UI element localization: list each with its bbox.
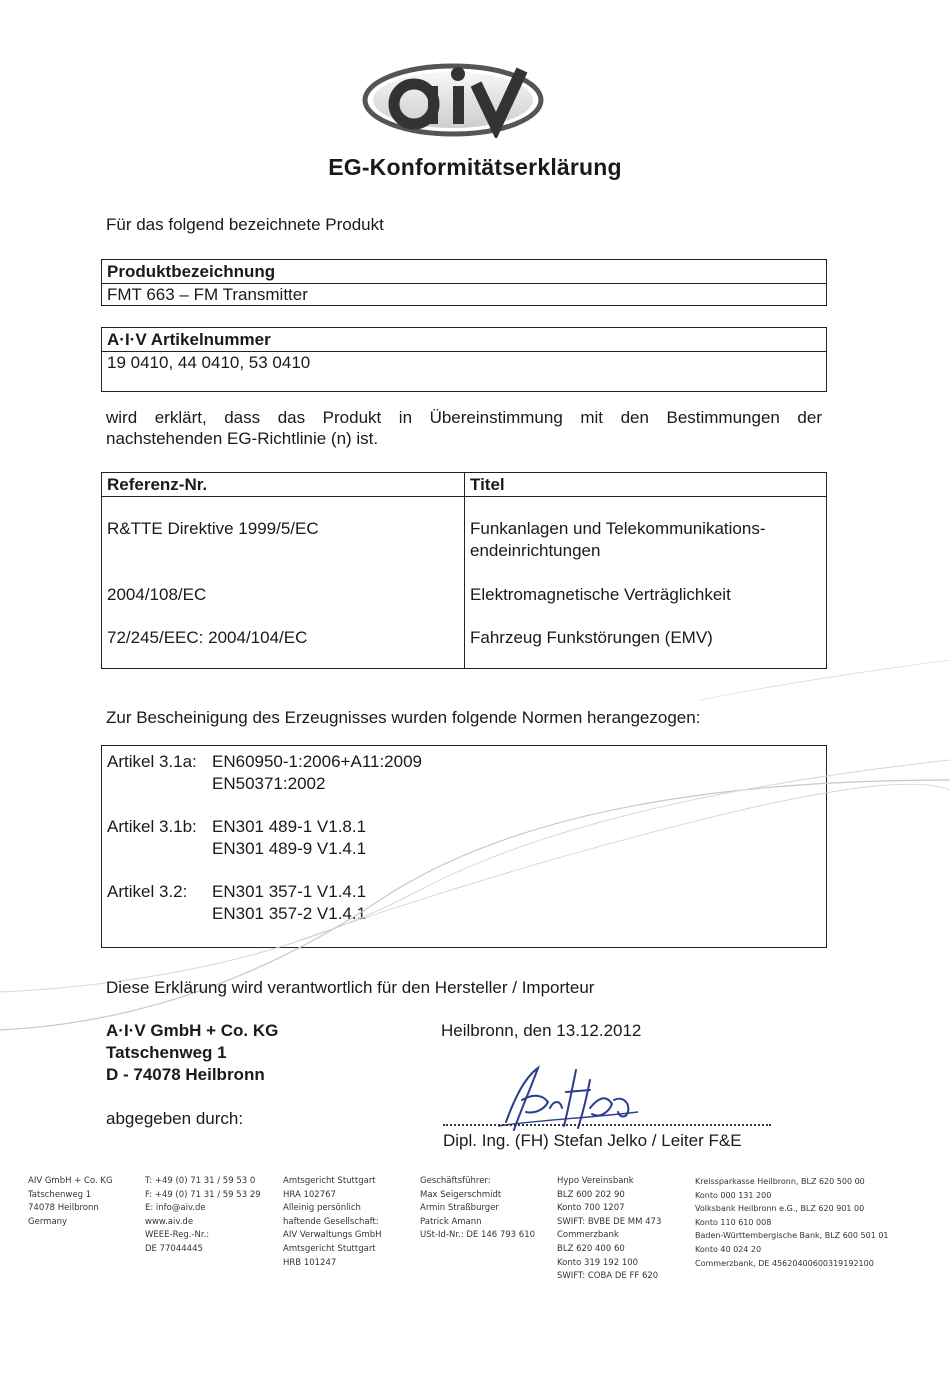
footer-bank-2 — [695, 1175, 889, 1270]
reference-header: Referenz-Nr. — [102, 473, 464, 497]
handwritten-signature — [478, 1060, 648, 1138]
article-value: 19 0410, 44 0410, 53 0410 — [107, 353, 311, 372]
footer-line: WEEE-Reg.-Nr.: — [145, 1230, 210, 1241]
aiv-logo — [358, 56, 548, 138]
article-box — [101, 327, 827, 392]
footer-line: Konto 700 1207 — [557, 1203, 625, 1214]
footer-line: DE 77044445 — [145, 1243, 203, 1254]
company-name: A·I·V GmbH + Co. KG — [106, 1021, 279, 1040]
title-cell: Elektromagnetische Verträglichkeit — [470, 585, 731, 604]
footer-line: Konto 319 192 100 — [557, 1257, 639, 1268]
footer-line: BLZ 620 400 60 — [557, 1243, 625, 1254]
footer-line: Commerzbank — [557, 1230, 619, 1241]
footer-line: Alleinig persönlich — [283, 1203, 361, 1214]
title-cell: Fahrzeug Funkstörungen (EMV) — [470, 628, 713, 647]
footer-line: 74078 Heilbronn — [28, 1203, 99, 1214]
footer-line: Amtsgericht Stuttgart — [283, 1243, 376, 1254]
footer-line: Patrick Amann — [420, 1216, 482, 1227]
norm-article-label: Artikel 3.1b: — [107, 817, 197, 836]
signatory-name: Dipl. Ing. (FH) Stefan Jelko / Leiter F&E — [443, 1131, 742, 1150]
norm-article-label: Artikel 3.1a: — [107, 752, 197, 771]
footer-line: AIV GmbH + Co. KG — [28, 1176, 113, 1186]
footer-registry — [283, 1175, 382, 1270]
product-value: FMT 663 – FM Transmitter — [107, 285, 308, 304]
footer-line: BLZ 600 202 90 — [557, 1189, 625, 1200]
reference-column — [102, 473, 465, 668]
footer-line: Commerzbank, DE 45620400600319192100 — [695, 1258, 874, 1268]
footer-line: Amtsgericht Stuttgart — [283, 1176, 376, 1186]
product-box — [101, 259, 827, 306]
footer-line: Konto 000 131 200 — [695, 1190, 772, 1200]
footer-line: SWIFT: COBA DE FF 620 — [557, 1271, 659, 1282]
intro-text: Für das folgend bezeichnete Produkt — [106, 215, 384, 234]
footer-line: www.aiv.de — [145, 1216, 194, 1227]
footer-line: Germany — [28, 1216, 68, 1227]
article-label: A·I·V Artikelnummer — [102, 328, 826, 352]
footer-line: haftende Gesellschaft: — [283, 1216, 379, 1227]
reference-cell: 2004/108/EC — [107, 585, 207, 604]
reference-cell: 72/245/EEC: 2004/104/EC — [107, 628, 308, 647]
norm-standard: EN50371:2002 — [212, 774, 326, 793]
norms-box — [101, 745, 827, 948]
signature-line — [443, 1124, 771, 1126]
issued-by-label: abgegeben durch: — [106, 1109, 244, 1128]
declaration-line-1: wird erklärt, dass das Produkt in Übereinstimmung mit den Bestimmungen der — [106, 408, 822, 427]
footer-line: HRA 102767 — [283, 1189, 336, 1200]
footer-line: HRB 101247 — [283, 1257, 337, 1268]
place-date: Heilbronn, den 13.12.2012 — [441, 1021, 642, 1040]
footer-line: Konto 40 024 20 — [695, 1244, 762, 1254]
document-title: EG-Konformitätserklärung — [328, 154, 622, 180]
norm-article-label: Artikel 3.2: — [107, 882, 188, 901]
title-cell: Funkanlagen und Telekommunikations- — [470, 519, 766, 538]
footer-line: Volksbank Heilbronn e.G., BLZ 620 901 00 — [695, 1204, 865, 1214]
norm-standard: EN301 357-2 V1.4.1 — [212, 904, 367, 923]
norms-intro: Zur Bescheinigung des Erzeugnisses wurden folgende Normen herangezogen: — [106, 708, 701, 727]
footer-line: Armin Straßburger — [420, 1203, 499, 1214]
title-column — [465, 473, 826, 668]
footer-line: USt-Id-Nr.: DE 146 793 610 — [420, 1230, 536, 1241]
reference-table — [101, 472, 827, 669]
title-cell: endeinrichtungen — [470, 541, 601, 560]
norm-standard: EN60950-1:2006+A11:2009 — [212, 752, 423, 771]
footer-line: Hypo Vereinsbank — [557, 1176, 634, 1186]
reference-cell: R&TTE Direktive 1999/5/EC — [107, 519, 319, 538]
footer-line: T: +49 (0) 71 31 / 59 53 0 — [145, 1176, 256, 1186]
footer-line: Kreissparkasse Heilbronn, BLZ 620 500 00 — [695, 1177, 865, 1186]
footer-line: Geschäftsführer: — [420, 1176, 491, 1186]
product-label: Produktbezeichnung — [102, 260, 826, 284]
norm-standard: EN301 357-1 V1.4.1 — [212, 882, 367, 901]
declaration-line-2: nachstehenden EG-Richtlinie (n) ist. — [106, 429, 379, 448]
footer-management — [420, 1175, 535, 1243]
company-city: D - 74078 Heilbronn — [106, 1065, 265, 1084]
norm-standard: EN301 489-9 V1.4.1 — [212, 839, 367, 858]
footer-line: F: +49 (0) 71 31 / 59 53 29 — [145, 1189, 261, 1200]
footer-line: E: info@aiv.de — [145, 1203, 206, 1214]
footer-line: Tatschenweg 1 — [28, 1189, 92, 1200]
footer-line: AIV Verwaltungs GmbH — [283, 1230, 382, 1241]
footer-line: SWIFT: BVBE DE MM 473 — [557, 1216, 662, 1227]
footer-line: Konto 110 610 008 — [695, 1217, 772, 1227]
norm-standard: EN301 489-1 V1.8.1 — [212, 817, 367, 836]
footer-bank-1 — [557, 1175, 661, 1284]
company-street: Tatschenweg 1 — [106, 1043, 227, 1062]
footer-line: Max Seigerschmidt — [420, 1189, 502, 1200]
footer-contact — [145, 1175, 261, 1257]
footer-line: Baden-Württembergische Bank, BLZ 600 501 01 — [695, 1231, 889, 1241]
responsibility-text: Diese Erklärung wird verantwortlich für den Hersteller / Importeur — [106, 978, 595, 997]
footer-address — [28, 1175, 113, 1229]
title-header: Titel — [465, 473, 826, 497]
